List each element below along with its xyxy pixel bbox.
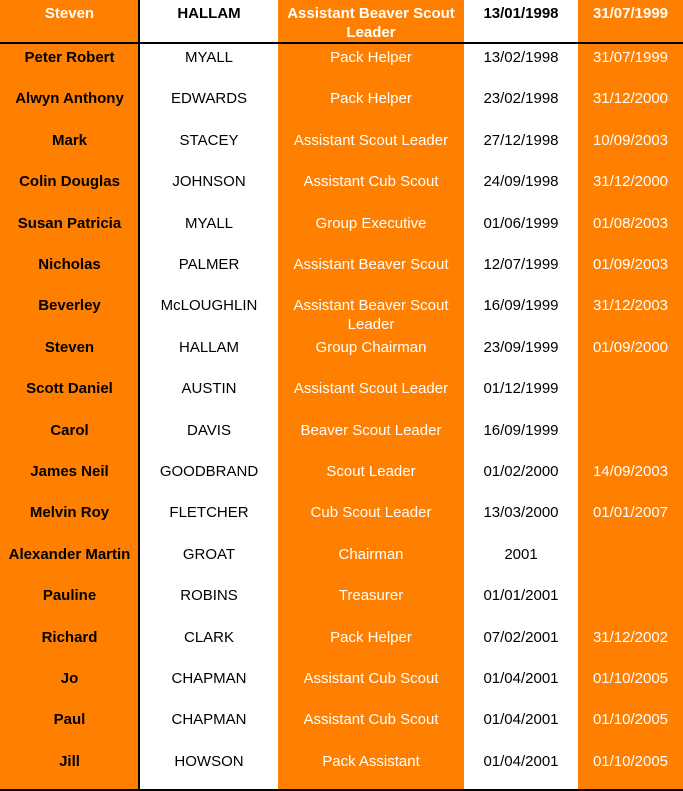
header-row [0,0,683,41]
role-cell: Cub Scout Leader [310,504,432,522]
first-name-cell: Alexander Martin [8,545,131,563]
end-date-cell [578,541,683,582]
surname-cell: CHAPMAN [171,711,247,729]
header-surname: HALLAM [177,5,241,22]
start-date-cell: 01/02/2000 [483,463,559,480]
start-date-cell: 2001 [504,545,538,563]
surname-cell: HALLAM [178,338,240,356]
end-date-cell: 01/10/2005 [592,711,669,729]
first-name-cell: Pauline [42,587,97,605]
table-row [0,251,683,292]
first-name-cell: Mark [51,131,88,149]
role-cell: Assistant Beaver Scout [293,256,449,273]
role-cell: Assistant Cub Scout [303,711,439,729]
table-row [0,44,683,85]
role-cell: Pack Assistant [322,752,420,770]
start-date-cell: 13/03/2000 [483,504,559,522]
first-name-cell: Peter Robert [24,49,115,66]
table-row [0,334,683,375]
surname-cell: GROAT [182,545,236,563]
first-name-cell: Paul [53,711,86,729]
surname-cell: HOWSON [174,752,244,770]
surname-cell: GOODBRAND [159,463,259,480]
end-date-cell: 01/10/2005 [592,752,669,770]
table-row [0,541,683,582]
table-row [0,85,683,126]
first-name-cell: Melvin Roy [29,504,110,522]
end-date-cell: 01/10/2005 [592,670,669,687]
surname-cell: ROBINS [180,587,238,605]
surname-cell: DAVIS [187,421,231,439]
role-cell: Beaver Scout Leader [300,421,442,439]
header-role: Assistant Beaver Scout Leader [287,5,455,41]
role-cell: Assistant Cub Scout [303,670,439,687]
start-date-cell: 01/04/2001 [483,752,559,770]
end-date-cell [578,375,683,416]
first-name-cell: Beverley [38,297,101,315]
surname-cell: JOHNSON [172,173,246,191]
header-divider [0,42,683,44]
first-name-cell: Richard [41,628,98,646]
end-date-cell: 31/12/2003 [592,297,669,315]
surname-cell: McLOUGHLIN [160,297,258,315]
start-date-cell: 01/12/1999 [483,380,559,398]
first-name-cell: Scott Daniel [26,380,113,398]
table-row [0,210,683,251]
first-name-cell: Colin Douglas [19,173,120,191]
header-end-date: 31/07/1999 [592,5,669,22]
surname-cell: MYALL [184,49,234,66]
first-name-cell: Nicholas [38,256,101,273]
surname-cell: STACEY [179,131,239,149]
end-date-cell: 01/01/2007 [592,504,669,522]
end-date-cell: 10/09/2003 [592,131,669,149]
end-date-cell: 01/08/2003 [592,214,669,232]
table-row [0,706,683,747]
end-date-cell: 01/09/2003 [592,256,669,273]
first-name-cell: James Neil [30,463,109,480]
role-cell: Pack Helper [330,90,412,108]
surname-cell: AUSTIN [181,380,237,398]
table-row [0,582,683,623]
role-cell: Pack Helper [330,49,412,66]
end-date-cell: 31/12/2000 [592,173,669,191]
start-date-cell: 12/07/1999 [483,256,559,273]
start-date-cell: 13/02/1998 [483,49,559,66]
start-date-cell: 16/09/1999 [483,297,559,315]
end-date-cell: 14/09/2003 [592,463,669,480]
start-date-cell: 23/02/1998 [483,90,559,108]
header-start-date: 13/01/1998 [483,5,559,22]
table-row [0,292,683,333]
header-first-name: Steven [44,5,95,22]
role-cell: Assistant Beaver Scout Leader [293,297,449,334]
end-date-cell: 31/12/2000 [592,90,669,108]
role-cell: Assistant Cub Scout [303,173,439,191]
end-date-cell: 01/09/2000 [592,338,669,356]
table-row [0,748,683,789]
role-cell: Pack Helper [330,628,412,646]
end-date-cell [578,417,683,458]
start-date-cell: 27/12/1998 [483,131,559,149]
role-cell: Group Chairman [315,338,427,356]
start-date-cell: 16/09/1999 [483,421,559,439]
surname-cell: CLARK [183,628,235,646]
role-cell: Scout Leader [326,463,416,480]
start-date-cell: 01/01/2001 [483,587,559,605]
role-cell: Assistant Scout Leader [293,380,449,398]
start-date-cell: 01/06/1999 [483,214,559,232]
end-date-cell: 31/07/1999 [592,49,669,66]
surname-cell: MYALL [184,214,234,232]
start-date-cell: 07/02/2001 [483,628,559,646]
role-cell: Treasurer [338,587,404,605]
role-cell: Chairman [338,545,404,563]
table-row [0,458,683,499]
surname-cell: FLETCHER [169,504,249,522]
table-row [0,375,683,416]
table-row [0,168,683,209]
table-row [0,665,683,706]
first-name-cell: Steven [44,338,95,356]
end-date-cell: 31/12/2002 [592,628,669,646]
role-cell: Group Executive [315,214,427,232]
table-row [0,499,683,540]
surname-cell: EDWARDS [170,90,248,108]
first-name-cell: Carol [50,421,89,439]
first-name-cell: Jo [60,670,79,687]
surname-cell: PALMER [178,256,240,273]
table-row [0,127,683,168]
start-date-cell: 23/09/1999 [483,338,559,356]
start-date-cell: 01/04/2001 [483,670,559,687]
role-cell: Assistant Scout Leader [293,131,449,149]
first-name-cell: Jill [59,752,80,770]
table-row [0,417,683,458]
start-date-cell: 01/04/2001 [483,711,559,729]
first-name-cell: Alwyn Anthony [15,90,124,108]
column-divider [138,0,140,791]
end-date-cell [578,582,683,623]
surname-cell: CHAPMAN [171,670,247,687]
first-name-cell: Susan Patricia [17,214,122,232]
start-date-cell: 24/09/1998 [483,173,559,191]
table-row [0,624,683,665]
